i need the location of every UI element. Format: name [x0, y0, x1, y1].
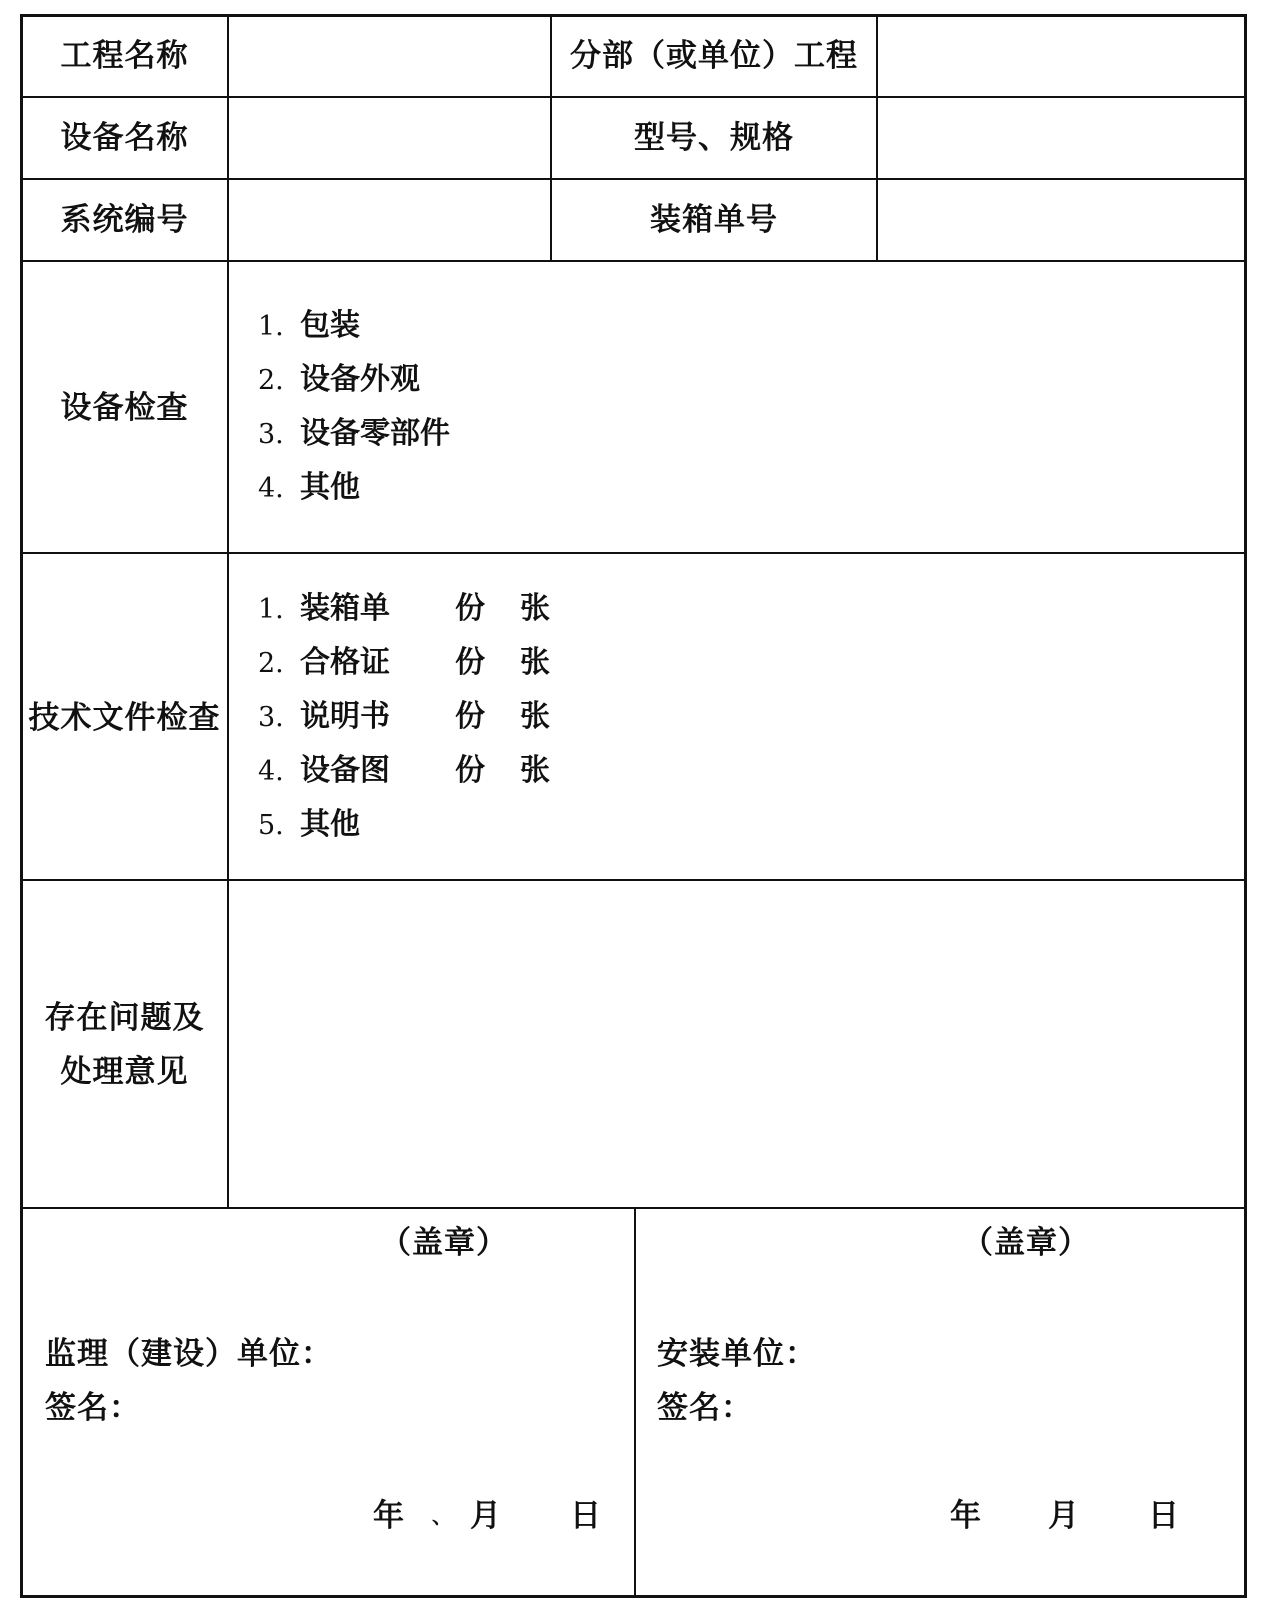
day-label: 日: [1148, 1498, 1180, 1534]
label-system-number: 系统编号: [60, 202, 189, 238]
column-divider: [876, 14, 878, 261]
row-divider: [20, 96, 1247, 98]
system-number-field[interactable]: [230, 181, 548, 258]
label-handling-opinion: 处理意见: [60, 1054, 189, 1090]
sheets-unit: 张: [520, 645, 550, 680]
month-label: 月: [470, 1498, 502, 1534]
sheets-unit: 张: [520, 699, 550, 734]
list-item: 4. 其他: [258, 470, 360, 505]
row-divider: [20, 552, 1247, 554]
column-divider: [227, 14, 229, 1208]
label-project-name: 工程名称: [60, 38, 189, 74]
label-equipment-name: 设备名称: [60, 120, 189, 156]
column-divider: [634, 1207, 636, 1598]
equipment-name-field[interactable]: [230, 99, 548, 176]
label-tech-docs-check: 技术文件检查: [28, 700, 221, 736]
packing-number-field[interactable]: [879, 181, 1244, 258]
label-model-spec: 型号、规格: [634, 120, 794, 156]
list-item: 2. 合格证: [258, 645, 390, 680]
sheets-unit: 张: [520, 753, 550, 788]
copies-unit: 份: [455, 699, 485, 734]
signature-label: 签名：: [657, 1390, 753, 1426]
day-label: 日: [570, 1498, 602, 1534]
sub-project-field[interactable]: [879, 18, 1244, 94]
installation-unit-label: 安装单位：: [657, 1336, 817, 1372]
row-divider: [20, 260, 1247, 262]
seal-label: （盖章）: [962, 1225, 1090, 1261]
list-item: 5. 其他: [258, 807, 360, 842]
mark: 、: [432, 1504, 453, 1528]
copies-unit: 份: [455, 645, 485, 680]
seal-label: （盖章）: [380, 1225, 508, 1261]
list-item: 1. 包装: [258, 308, 360, 343]
year-label: 年: [373, 1498, 405, 1534]
list-item: 3. 说明书: [258, 699, 390, 734]
month-label: 月: [1048, 1498, 1080, 1534]
copies-unit: 份: [455, 591, 485, 626]
list-item: 3. 设备零部件: [258, 416, 450, 451]
label-issues: 存在问题及: [44, 1000, 205, 1036]
model-spec-field[interactable]: [879, 99, 1244, 176]
label-packing-number: 装箱单号: [650, 202, 778, 238]
list-item: 1. 装箱单: [258, 591, 390, 626]
copies-unit: 份: [455, 753, 485, 788]
row-divider: [20, 178, 1247, 180]
signature-label: 签名：: [45, 1390, 141, 1426]
sheets-unit: 张: [520, 591, 550, 626]
year-label: 年: [950, 1498, 982, 1534]
label-equipment-check: 设备检查: [60, 390, 189, 426]
list-item: 2. 设备外观: [258, 362, 420, 397]
issues-field[interactable]: [232, 884, 1244, 1204]
supervision-unit-label: 监理（建设）单位：: [45, 1336, 333, 1372]
label-sub-project: 分部（或单位）工程: [570, 38, 858, 74]
list-item: 4. 设备图: [258, 753, 390, 788]
row-divider: [20, 879, 1247, 881]
project-name-field[interactable]: [230, 18, 548, 94]
